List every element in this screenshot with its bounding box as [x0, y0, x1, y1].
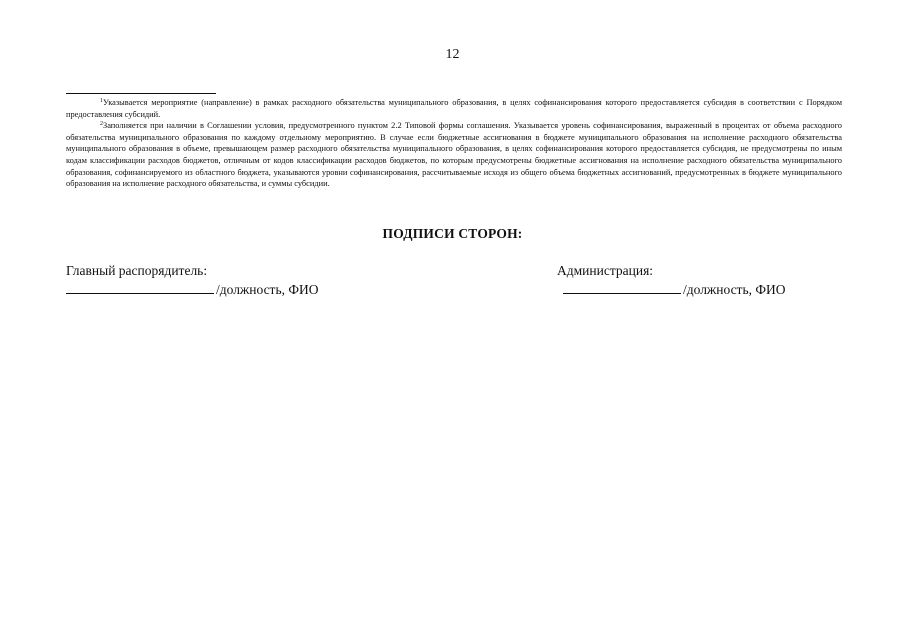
signature-block-right: [557, 261, 786, 299]
footnote-text: Заполняется при наличии в Соглашении условия, предусмотренного пунктом 2.2 Типовой формы соглашения. Указывается уровень софинансирования, выраженный в процентах от объема расходного обязательства муниципального образования по каждому отдельному мероприятию. В случае если бюджетные ассигнования в бюджете муниципального образования на исполнение расходного обязательства муниципального образования в объеме, превышающем размер расходного обязательства муниципального образования, в целях софинансирования которого предоставляется субсидия, не предусмотрены по иным кодам классификации расходов бюджетов, отличным от кодов классификации расходов бюджетов, по которым предусмотрены бюджетные ассигнования на исполнение расходного обязательства муниципального образования, софинансируемого из областного бюджета, указываются уровни софинансирования, рассчитываемые исходя из общего объема бюджетных ассигнований, предусмотренных в бюджете муниципального образования на исполнение расходного обязательства, и суммы субсидии.: [66, 121, 842, 189]
party-name: Главный распорядитель:: [66, 263, 208, 278]
signature-row: [66, 280, 319, 299]
footnote-marker: 1: [100, 98, 103, 104]
signature-block-left: [66, 261, 319, 299]
signature-caption: /должность, ФИО: [683, 282, 786, 297]
signature-line: [66, 280, 214, 294]
footnote-marker: 2: [100, 121, 103, 128]
signature-line: [563, 280, 681, 294]
footnote-text: Указывается мероприятие (направление) в рамках расходного обязательства муниципального образования, в целях софинансирования которого предоставляется субсидия в соответствии с Порядком предоставления субсидий.: [66, 98, 842, 119]
signature-caption: /должность, ФИО: [216, 282, 319, 297]
party-name: Администрация:: [557, 263, 654, 278]
footnote-1: [66, 97, 842, 120]
page-number: 12: [445, 47, 460, 62]
signatures-title: ПОДПИСИ СТОРОН:: [382, 226, 523, 241]
footnote-2: [66, 120, 842, 190]
footnote-separator: [66, 93, 216, 94]
signature-row: [557, 280, 786, 299]
footnotes: [66, 97, 842, 190]
